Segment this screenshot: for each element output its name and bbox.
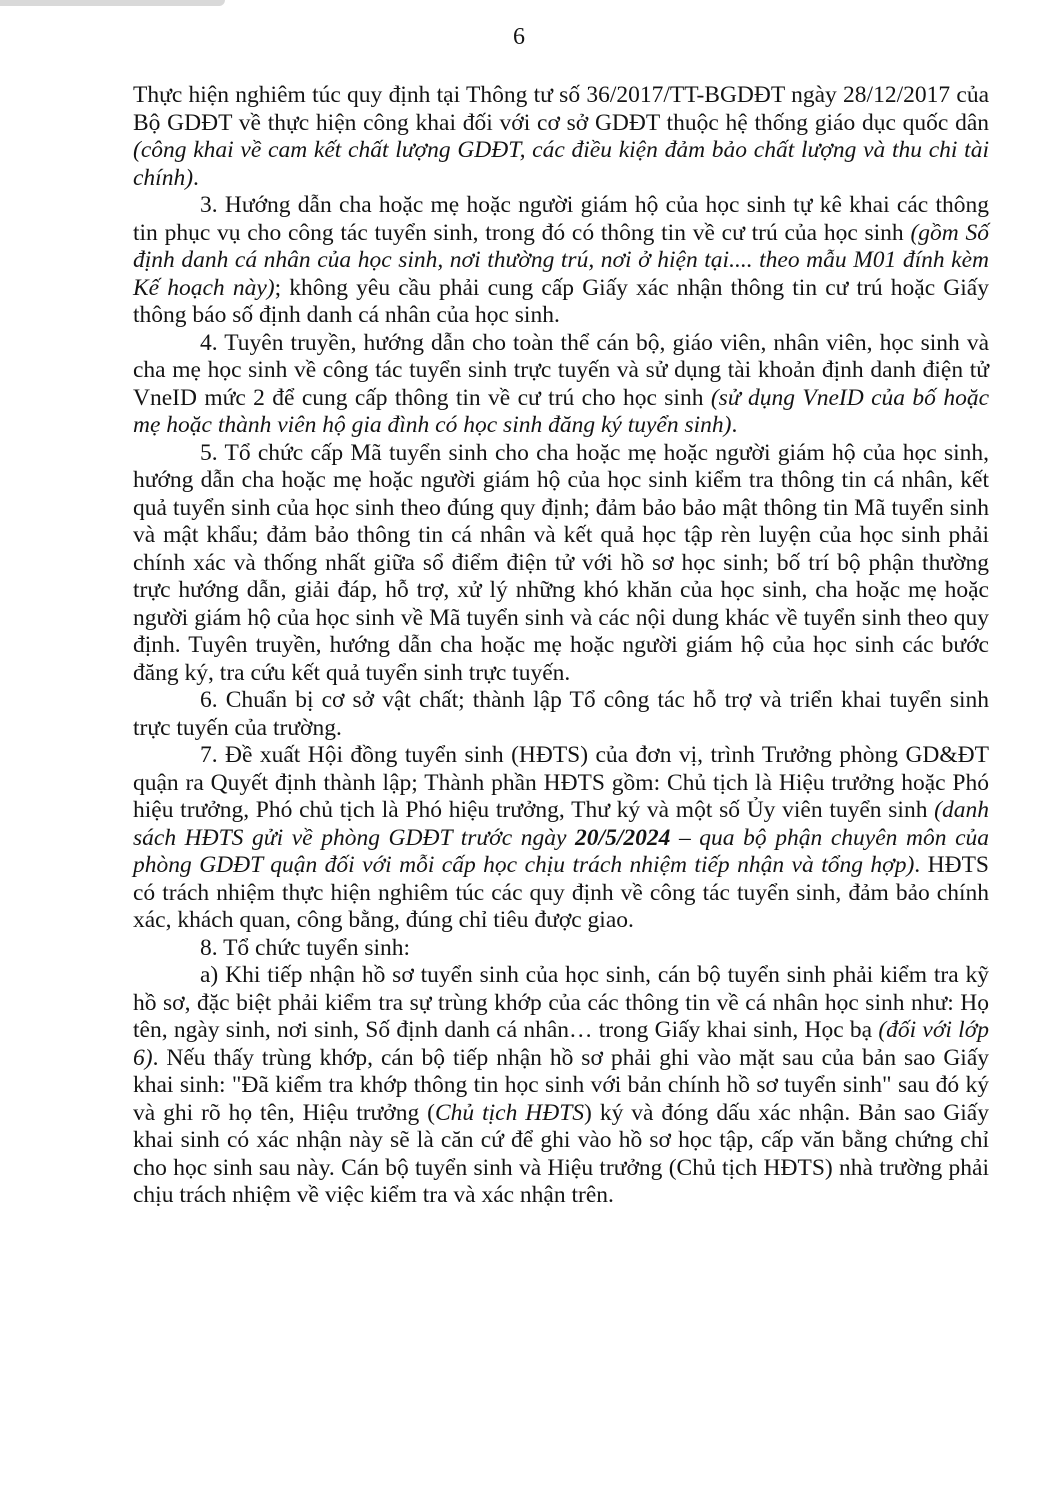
paragraph-item-5: 5. Tổ chức cấp Mã tuyển sinh cho cha hoặc mẹ hoặc người giám hộ của học sinh, hướng dẫn cha hoặc mẹ hoặc người giám hộ của học sinh kiểm tra thông tin cá nhân, kết quả tuyển sinh của học sinh theo đúng quy định; đảm bảo bảo mật thông tin Mã tuyển sinh và mật khẩu; đảm bảo thông tin cá nhân và kết quả học tập rèn luyện của học sinh phải chính xác và thống nhất giữa sổ điểm điện tử với hồ sơ học sinh; bố trí bộ phận thường trực hướng dẫn, giải đáp, hỗ trợ, xử lý những khó khăn của học sinh, cha hoặc mẹ hoặc người giám hộ của học sinh về Mã tuyển sinh và các nội dung khác về tuyển sinh theo quy định. Tuyên truyền, hướng dẫn cha hoặc mẹ hoặc người giám hộ của học sinh các bước đăng ký, tra cứu kết quả tuyển sinh trực tuyến.: [133, 439, 989, 686]
emphasis-text: (sử dụng VneID của bố hoặc mẹ hoặc thành viên hộ gia đình có học sinh đăng ký tuyển sinh): [133, 384, 989, 438]
emphasis-text: (danh sách HĐTS gửi về phòng GDĐT trước ngày: [133, 797, 989, 851]
paragraph-item-3: 3. Hướng dẫn cha hoặc mẹ hoặc người giám hộ của học sinh tự kê khai các thông tin phục vụ cho công tác tuyển sinh, trong đó có thông tin về cư trú của học sinh (gồm Số định danh cá nhân của học sinh, nơi thường trú, nơi ở hiện tại.... theo mẫu M01 đính kèm Kế hoạch này); không yêu cầu phải cung cấp Giấy xác nhận thông tin cư trú hoặc Giấy thông báo số định danh cá nhân của học sinh.: [133, 192, 989, 328]
paragraph-item-8-heading: 8. Tổ chức tuyển sinh:: [200, 934, 411, 961]
emphasis-text: (đối với lớp 6): [133, 1017, 989, 1071]
paragraph-item-8a: a) Khi tiếp nhận hồ sơ tuyển sinh của học sinh, cán bộ tuyển sinh phải kiểm tra kỹ hồ sơ, đặc biệt phải kiểm tra sự trùng khớp của các thông tin về cá nhân học sinh như: Họ tên, ngày sinh, nơi sinh, Số định danh cá nhân… trong Giấy khai sinh, Học bạ (đối với lớp 6). Nếu thấy trùng khớp, cán bộ tiếp nhận hồ sơ phải ghi vào mặt sau của bản sao Giấy khai sinh: "Đã kiểm tra khớp thông tin học sinh với bản chính hồ sơ tuyển sinh" sau đó ký và ghi rõ họ tên, Hiệu trưởng (Chủ tịch HĐTS) ký và đóng dấu xác nhận. Bản sao Giấy khai sinh có xác nhận này sẽ là căn cứ để ghi vào hồ sơ học tập, cấp văn bằng chứng chỉ cho học sinh sau này. Cán bộ tuyển sinh và Hiệu trưởng (Chủ tịch HĐTS) nhà trường phải chịu trách nhiệm về việc kiểm tra và xác nhận trên.: [133, 962, 989, 1208]
paragraph-item-6: 6. Chuẩn bị cơ sở vật chất; thành lập Tổ công tác hỗ trợ và triển khai tuyển sinh trực tuyến của trường.: [133, 687, 989, 741]
paragraph-item-7: 7. Đề xuất Hội đồng tuyển sinh (HĐTS) của đơn vị, trình Trưởng phòng GD&ĐT quận ra Quyết định thành lập; Thành phần HĐTS gồm: Chủ tịch là Hiệu trưởng hoặc Phó hiệu trưởng, Phó chủ tịch là Phó hiệu trưởng, Thư ký và một số Ủy viên tuyển sinh (danh sách HĐTS gửi về phòng GDĐT trước ngày 20/5/2024 – qua bộ phận chuyên môn của phòng GDĐT quận đối với mỗi cấp học chịu trách nhiệm tiếp nhận và tổng hợp). HĐTS có trách nhiệm thực hiện nghiêm túc các quy định về công tác tuyển sinh, đảm bảo chính xác, khách quan, công bằng, đúng chỉ tiêu được giao.: [133, 742, 989, 933]
emphasis-text: 20/5/2024: [575, 824, 671, 851]
emphasis-text: Chủ tịch HĐTS: [434, 1099, 585, 1126]
page-number: 6: [513, 24, 525, 50]
scan-shadow: [0, 0, 225, 6]
paragraph-item-4: 4. Tuyên truyền, hướng dẫn cho toàn thể cán bộ, giáo viên, nhân viên, học sinh và cha mẹ học sinh về công tác tuyển sinh trực tuyến và sử dụng tài khoản định danh điện tử VneID mức 2 để cung cấp thông tin về cư trú cho học sinh (sử dụng VneID của bố hoặc mẹ hoặc thành viên hộ gia đình có học sinh đăng ký tuyển sinh).: [133, 329, 989, 438]
emphasis-text: (gồm Số định danh cá nhân của học sinh, nơi thường trú, nơi ở hiện tại.... theo mẫu M01 đính kèm Kế hoạch này): [133, 219, 989, 301]
emphasis-text: – qua bộ phận chuyên môn của phòng GDĐT quận đối với mỗi cấp học chịu trách nhiệm tiếp nhận và tổng hợp): [133, 824, 989, 878]
document-body: [133, 82, 989, 1210]
paragraph-continuation: Thực hiện nghiêm túc quy định tại Thông tư số 36/2017/TT-BGDĐT ngày 28/12/2017 của Bộ GDĐT về thực hiện công khai đối với cơ sở GDĐT thuộc hệ thống giáo dục quốc dân (công khai về cam kết chất lượng GDĐT, các điều kiện đảm bảo chất lượng và thu chi tài chính).: [133, 82, 989, 191]
emphasis-text: (công khai về cam kết chất lượng GDĐT, các điều kiện đảm bảo chất lượng và thu chi tài chính): [133, 137, 989, 191]
